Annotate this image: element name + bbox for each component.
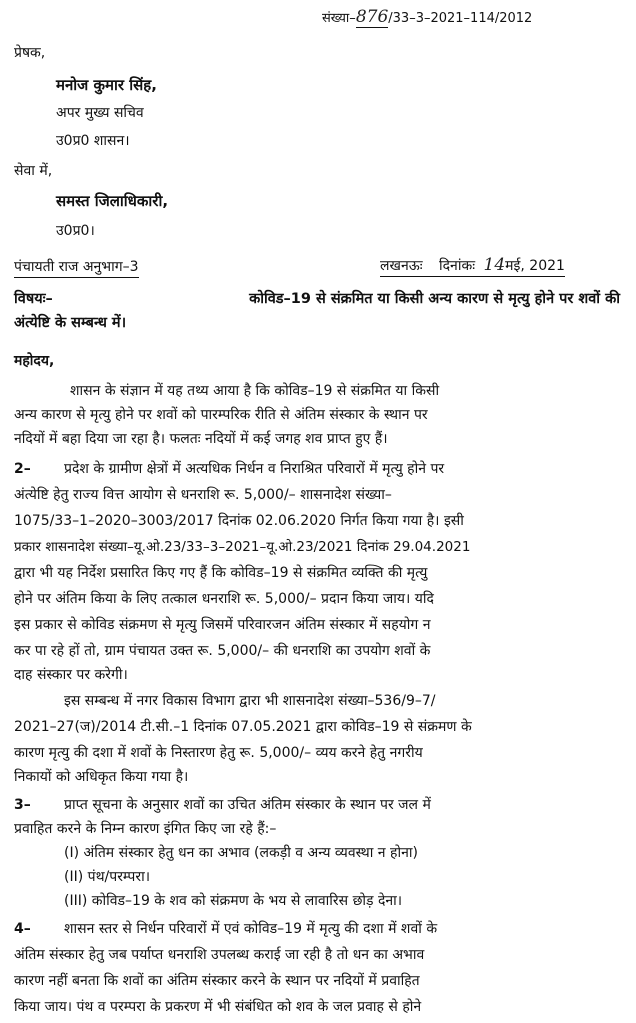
recipient-label: सेवा में, [14, 163, 53, 179]
reference-rest: /33–3–2021–114/2012 [388, 11, 533, 26]
para5-line: कारण नहीं बनता कि शवों का अंतिम संस्कार करने के स्थान पर नदियों में प्रवाहित [14, 973, 420, 989]
para2-line: द्वारा भी यह निर्देश प्रसारित किए गए हैं कि कोविड–19 से संक्रमित व्यक्ति की मृत्यु [14, 565, 428, 581]
reference-label: संख्या– [322, 11, 356, 26]
reason-item: (I) अंतिम संस्कार हेतु धन का अभाव (लकड़ी व अन्य व्यवस्था न होना) [64, 845, 418, 861]
recipient-office: उ0प्र0। [56, 223, 95, 239]
recipient-name: समस्त जिलाधिकारी, [56, 192, 169, 210]
salutation: महोदय, [14, 353, 55, 369]
para2-line: अंत्येष्टि हेतु राज्य वित्त आयोग से धनराशि रू. 5,000/– शासनादेश संख्या– [14, 487, 392, 503]
para3-line: इस सम्बन्ध में नगर विकास विभाग द्वारा भी शासनादेश संख्या–536/9–7/ [64, 693, 436, 709]
para2-number: 2– [14, 461, 31, 477]
para1-line: शासन के संज्ञान में यह तथ्य आया है कि कोविड–19 से संक्रमित या किसी [70, 383, 440, 399]
date-rest: मई, 2021 [505, 258, 565, 274]
para2-line: इस प्रकार से कोविड संक्रमण से मृत्यु जिसमें परिवारजन अंतिम संस्कार में सहयोग न [14, 617, 431, 633]
place-and-date [380, 256, 565, 277]
reason-item: (II) पंथ/परम्परा। [64, 869, 151, 885]
sender-label: प्रेषक, [14, 45, 46, 61]
para2-line: प्रकार शासनादेश संख्या–यू.ओ.23/33–3–2021–यू.ओ.23/2021 दिनांक 29.04.2021 [14, 539, 471, 555]
para4-line: प्राप्त सूचना के अनुसार शवों का उचित अंतिम संस्कार के स्थान पर जल में [64, 797, 431, 813]
sender-office: उ0प्र0 शासन। [56, 133, 130, 149]
reason-item: (III) कोविड–19 के शव को संक्रमण के भय से लावारिस छोड़ देना। [64, 893, 403, 909]
sender-name: मनोज कुमार सिंह, [56, 76, 157, 94]
subject-line-2: अंत्येष्टि के सम्बन्ध में। [14, 315, 127, 331]
department-name: पंचायती राज अनुभाग–3 [14, 258, 139, 278]
reference-number [322, 8, 532, 28]
para4-number: 3– [14, 797, 31, 813]
para4-line: प्रवाहित करने के निम्न कारण इंगित किए जा रहे हैं:– [14, 821, 277, 837]
reference-handwritten-number: 876 [355, 7, 389, 27]
place: लखनऊः [380, 258, 423, 274]
para3-line: निकायों को अधिकृत किया गया है। [14, 769, 189, 785]
para5-number: 4– [14, 921, 31, 937]
para2-line: होने पर अंतिम किया के लिए तत्काल धनराशि रू. 5,000/– प्रदान किया जाय। यदि [14, 591, 434, 607]
para2-line: कर पा रहे हों तो, ग्राम पंचायत उक्त रू. 5,000/– की धनराशि का उपयोग शवों के [14, 643, 431, 659]
para5-line: अंतिम संस्कार हेतु जब पर्याप्त धनराशि उपलब्ध कराई जा रही है तो धन का अभाव [14, 947, 425, 963]
subject-text: कोविड–19 से संक्रमित या किसी अन्य कारण से मृत्यु होने पर शवों की [249, 291, 620, 307]
para2-line: 1075/33–1–2020–3003/2017 दिनांक 02.06.2020 निर्गत किया गया है। इसी [14, 513, 464, 529]
sender-designation: अपर मुख्य सचिव [56, 105, 144, 121]
para2-line: दाह संस्कार पर करेगी। [14, 667, 128, 683]
para3-line: 2021–27(ज)/2014 टी.सी.–1 दिनांक 07.05.2021 द्वारा कोविड–19 से संक्रमण के [14, 719, 472, 735]
para5-line: शासन स्तर से निर्धन परिवारों में एवं कोविड–19 में मृत्यु की दशा में शवों के [64, 921, 438, 937]
date-label: दिनांकः [439, 258, 476, 274]
para1-line: अन्य कारण से मृत्यु होने पर शवों को पारम्परिक रीति से अंतिम संस्कार के स्थान पर [14, 407, 428, 423]
para3-line: कारण मृत्यु की दशा में शवों के निस्तारण हेतु रू. 5,000/– व्यय करने हेतु नगरीय [14, 745, 423, 761]
date-day-handwritten: 14 [483, 255, 506, 275]
para2-line: प्रदेश के ग्रामीण क्षेत्रों में अत्यधिक निर्धन व निराश्रित परिवारों में मृत्यु होने पर [64, 461, 445, 477]
subject-line-1 [14, 290, 620, 308]
para5-line: किया जाय। पंथ व परम्परा के प्रकरण में भी संबंधित को शव के जल प्रवाह से होने [14, 999, 422, 1015]
para1-line: नदियों में बहा दिया जा रहा है। फलतः नदियों में कई जगह शव प्राप्त हुए हैं। [14, 431, 388, 447]
subject-label: विषयः– [14, 291, 53, 307]
